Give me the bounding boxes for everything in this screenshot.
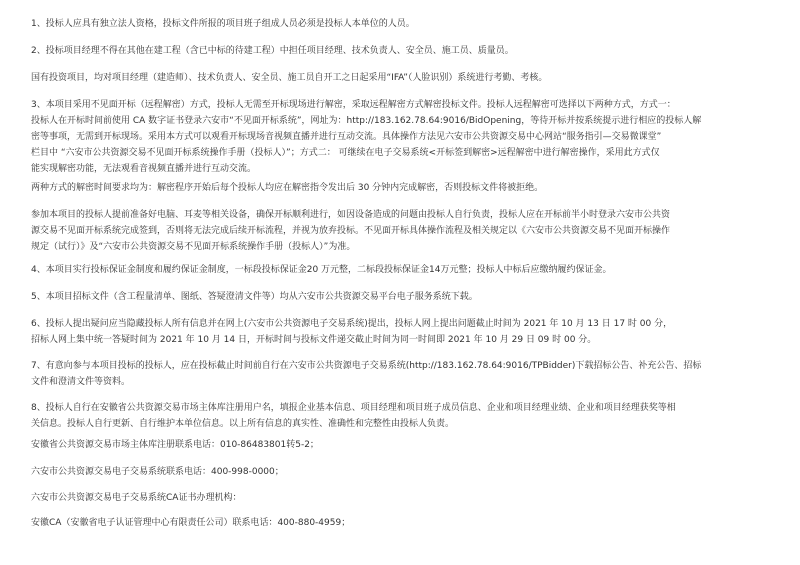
paragraph-2	[31, 43, 778, 59]
text-line: 两种方式的解密时间要求均为：解密程序开始后每个投标人均应在解密指令发出后 30 分钟内完成解密，否则投标文件将被拒绝。	[31, 183, 544, 193]
text-line: 规定（试行）》及“六安市公共资源交易不见面开标系统操作手册（投标人）”为准。	[31, 242, 356, 252]
paragraph-8	[31, 289, 778, 305]
text-line: 7、有意向参与本项目投标的投标人，应在投标截止时间前自行在六安市公共资源电子交易系统(http://183.162.78.64:9016/TPBidder)下载招标公告、补充公告、招标	[31, 361, 702, 371]
paragraph-1	[31, 16, 778, 32]
text-line: 国有投资项目，均对项目经理（建造师）、技术负责人、安全员、施工员自开工之日起采用“IFA”（人脸识别）系统进行考勤、考核。	[31, 73, 548, 83]
paragraph-9	[31, 316, 778, 348]
text-line: 6、投标人提出疑问应当隐藏投标人所有信息并在网上(六安市公共资源电子交易系统)提出，投标人网上提出问题截止时间为 2021 年 10 月 13 日 17 时 00 分，	[31, 319, 673, 329]
paragraph-7	[31, 262, 778, 278]
paragraph-12	[31, 437, 778, 453]
text-line: 关信息。投标人自行更新、自行维护本单位信息。以上所有信息的真实性、准确性和完整性由投标人负责。	[31, 419, 455, 429]
text-line: 5、本项目招标文件（含工程量清单、图纸、答疑澄清文件等）均从六安市公共资源交易平台电子服务系统下载。	[31, 292, 478, 302]
text-line: 安徽CA（安徽省电子认证管理中心有限责任公司）联系电话：400-880-4959；	[31, 518, 351, 528]
text-line: 招标人网上集中统一答疑时间为 2021 年 10 月 14 日，开标时间与投标文件递交截止时间为同一时间即 2021 年 10 月 29 日 09 时 00 分。	[31, 335, 597, 345]
paragraph-5	[31, 180, 778, 196]
paragraph-11	[31, 400, 778, 432]
paragraph-3	[31, 70, 778, 86]
paragraph-13	[31, 464, 778, 480]
text-line: 投标人在开标时间前使用 CA 数字证书登录六安市“不见面开标系统”，网址为：http://183.162.78.64:9016/BidOpening，等待开标并按系统提示进行相应的投标人解	[31, 116, 702, 126]
text-line: 3、本项目采用不见面开标（远程解密）方式，投标人无需至开标现场进行解密，采取远程解密方式解密投标文件。投标人远程解密可选择以下两种方式，方式一：	[31, 100, 676, 110]
text-line: 六安市公共资源交易电子交易系统联系电话：400-998-0000；	[31, 467, 284, 477]
text-line: 能实现解密功能，无法观看音视频直播并进行互动交流。	[31, 164, 257, 174]
text-line: 8、投标人自行在安徽省公共资源交易市场主体库注册用户名，填报企业基本信息、项目经理和项目班子成员信息、企业和项目经理业绩、企业和项目经理获奖等相	[31, 403, 676, 413]
paragraph-4	[31, 97, 778, 177]
paragraph-6	[31, 207, 778, 255]
paragraph-14	[31, 490, 778, 506]
paragraph-10	[31, 358, 778, 390]
paragraph-15	[31, 515, 778, 531]
text-line: 2、投标项目经理不得在其他在建工程（含已中标的待建工程）中担任项目经理、技术负责人、安全员、施工员、质量员。	[31, 46, 514, 56]
text-line: 4、本项目实行投标保证金制度和履约保证金制度，一标段投标保证金20 万元整，二标段投标保证金14万元整；投标人中标后应缴纳履约保证金。	[31, 265, 612, 275]
text-line: 密等事项，无需到开标现场。采用本方式可以观看开标现场音视频直播并进行互动交流。具体操作方法见六安市公共资源交易中心网站“服务指引—交易微课堂”	[31, 132, 662, 142]
text-line: 安徽省公共资源交易市场主体库注册联系电话：010-86483801转5-2；	[31, 440, 319, 450]
text-line: 栏目中 “六安市公共资源交易不见面开标系统操作手册（投标人）”；方式二： 可继续在电子交易系统<开标签到解密>远程解密中进行解密操作，采用此方式仅	[31, 148, 660, 158]
text-line: 文件和澄清文件等资料。	[31, 377, 131, 387]
text-line: 1、投标人应具有独立法人资格，投标文件所报的项目班子组成人员必须是投标人本单位的人员。	[31, 19, 415, 29]
text-line: 源交易不见面开标系统完成签到，否则将无法完成后续开标流程，并视为放弃投标。不见面开标具体操作流程及相关规定以《六安市公共资源交易不见面开标操作	[31, 226, 671, 236]
text-line: 参加本项目的投标人提前准备好电脑、耳麦等相关设备，确保开标顺利进行，如因设备造成的问题由投标人自行负责，投标人应在开标前半小时登录六安市公共资	[31, 210, 671, 220]
text-line: 六安市公共资源交易电子交易系统CA证书办理机构：	[31, 493, 242, 503]
